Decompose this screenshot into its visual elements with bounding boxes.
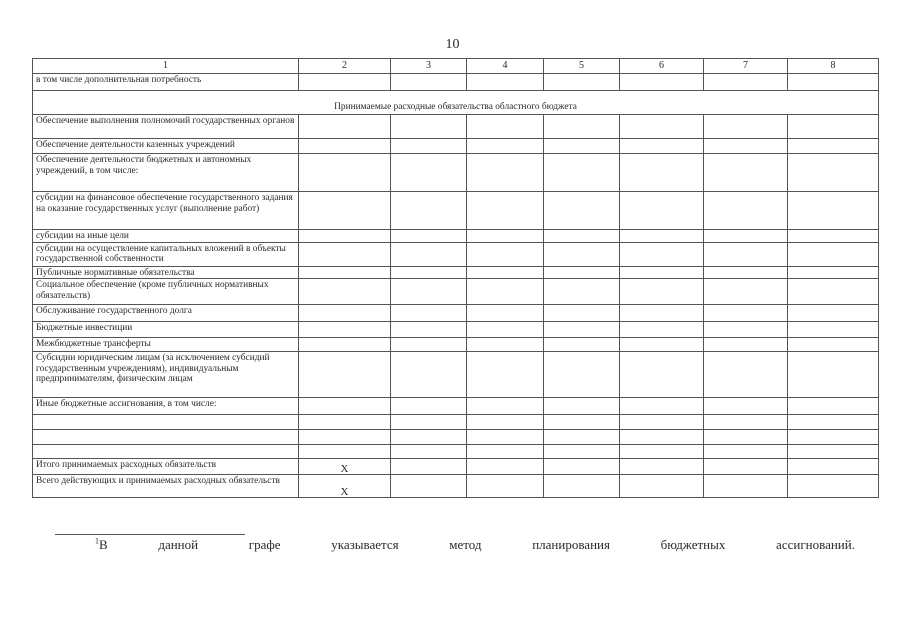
table-cell — [704, 154, 788, 192]
table-cell — [704, 305, 788, 322]
table-cell — [544, 398, 620, 415]
table-cell — [788, 242, 879, 266]
table-cell — [620, 322, 704, 338]
table-row — [33, 115, 879, 139]
table-row — [33, 305, 879, 322]
table-cell — [788, 266, 879, 279]
table-cell — [788, 115, 879, 139]
footnote-word: графе — [248, 537, 281, 552]
table-cell — [544, 266, 620, 279]
table-row — [33, 459, 879, 475]
table-cell — [788, 430, 879, 445]
row-label: субсидии на иные цели — [33, 230, 299, 243]
table-cell — [544, 115, 620, 139]
column-header: 3 — [391, 59, 467, 74]
table-cell — [704, 266, 788, 279]
table-cell — [788, 415, 879, 430]
table-cell — [788, 338, 879, 352]
table-cell — [620, 415, 704, 430]
table-cell — [391, 338, 467, 352]
footnote-word: метод — [449, 537, 482, 552]
table-cell — [391, 115, 467, 139]
row-label: Обеспечение деятельности казенных учреждений — [33, 139, 299, 154]
row-mark — [299, 115, 391, 139]
table-cell — [467, 398, 544, 415]
row-label: Бюджетные инвестиции — [33, 322, 299, 338]
table-cell — [620, 459, 704, 475]
table-cell — [544, 475, 620, 498]
table-row — [33, 445, 879, 459]
table-cell — [544, 154, 620, 192]
row-label: Обслуживание государственного долга — [33, 305, 299, 322]
column-header: 2 — [299, 59, 391, 74]
row-label: Иные бюджетные ассигнования, в том числе: — [33, 398, 299, 415]
table-cell — [467, 338, 544, 352]
row-mark — [299, 338, 391, 352]
row-mark — [299, 430, 391, 445]
table-cell — [299, 74, 391, 91]
table-cell — [788, 230, 879, 243]
row-mark — [299, 242, 391, 266]
row-label — [33, 415, 299, 430]
table-cell — [391, 459, 467, 475]
table-cell — [620, 338, 704, 352]
table-cell — [391, 475, 467, 498]
table-cell — [620, 230, 704, 243]
footnote-word: указывается — [331, 537, 399, 552]
table-row — [33, 322, 879, 338]
table-body — [33, 115, 879, 498]
table-cell — [704, 398, 788, 415]
table-cell — [704, 192, 788, 230]
table-cell — [467, 475, 544, 498]
row-label: Публичные нормативные обязательства — [33, 266, 299, 279]
row-label: Субсидии юридическим лицам (за исключением субсидий государственным учреждениям), индивидуальным предпринимателям, физическим лицам — [33, 352, 299, 398]
table-cell — [704, 475, 788, 498]
table-cell — [467, 266, 544, 279]
table-row — [33, 398, 879, 415]
table-row — [33, 338, 879, 352]
table-cell — [544, 322, 620, 338]
table-cell — [620, 445, 704, 459]
table-cell — [467, 74, 544, 91]
column-header: 6 — [620, 59, 704, 74]
table-row — [33, 415, 879, 430]
row-mark — [299, 230, 391, 243]
table-cell — [467, 430, 544, 445]
row-mark — [299, 398, 391, 415]
table-cell — [620, 279, 704, 305]
table-cell — [391, 74, 467, 91]
table-cell — [391, 242, 467, 266]
table-row — [33, 139, 879, 154]
row-mark — [299, 139, 391, 154]
table-cell — [704, 322, 788, 338]
table-cell — [620, 192, 704, 230]
table-cell — [544, 139, 620, 154]
footnote-marker: 1 — [95, 536, 99, 546]
table-cell — [788, 192, 879, 230]
table-row — [33, 242, 879, 266]
table-cell — [391, 154, 467, 192]
table-cell — [620, 398, 704, 415]
row-mark — [299, 279, 391, 305]
table-cell — [788, 398, 879, 415]
page-number: 10 — [445, 37, 460, 52]
table-cell — [620, 352, 704, 398]
row-label: Всего действующих и принимаемых расходных обязательств — [33, 475, 299, 498]
table-cell — [467, 139, 544, 154]
table-cell — [467, 242, 544, 266]
row-label: субсидии на осуществление капитальных вложений в объекты государственной собственности — [33, 242, 299, 266]
column-header: 5 — [544, 59, 620, 74]
row-mark: X — [299, 475, 391, 498]
footnote-rule — [55, 534, 245, 535]
table-cell — [467, 279, 544, 305]
column-header: 7 — [704, 59, 788, 74]
table-cell — [544, 230, 620, 243]
table-cell — [544, 459, 620, 475]
table-cell — [704, 115, 788, 139]
footnote-word: данной — [158, 537, 199, 552]
table-cell — [788, 305, 879, 322]
table-row — [33, 475, 879, 498]
row-mark — [299, 154, 391, 192]
footnote-word: планирования — [532, 537, 610, 552]
table-cell — [620, 266, 704, 279]
table-cell — [391, 352, 467, 398]
footnote-word: бюджетных — [660, 537, 726, 552]
table-cell — [467, 322, 544, 338]
table-cell — [467, 352, 544, 398]
table-cell — [620, 242, 704, 266]
table-row — [33, 279, 879, 305]
table-cell — [391, 305, 467, 322]
table-cell — [620, 475, 704, 498]
table-cell — [788, 279, 879, 305]
table-cell — [467, 230, 544, 243]
table-cell — [704, 74, 788, 91]
table-cell — [391, 192, 467, 230]
table-cell — [788, 74, 879, 91]
row-label: Итого принимаемых расходных обязательств — [33, 459, 299, 475]
row-label: Межбюджетные трансферты — [33, 338, 299, 352]
table-cell — [788, 352, 879, 398]
table-cell — [620, 115, 704, 139]
row-mark — [299, 192, 391, 230]
row-mark — [299, 445, 391, 459]
table-cell — [620, 139, 704, 154]
table-cell — [467, 192, 544, 230]
table-row — [33, 430, 879, 445]
table-cell — [544, 192, 620, 230]
table-cell — [704, 459, 788, 475]
table-cell — [704, 445, 788, 459]
table-row — [33, 352, 879, 398]
table-row — [33, 230, 879, 243]
column-header: 4 — [467, 59, 544, 74]
table-cell — [544, 305, 620, 322]
table-cell — [704, 338, 788, 352]
table-cell — [788, 459, 879, 475]
row-label: Социальное обеспечение (кроме публичных нормативных обязательств) — [33, 279, 299, 305]
table-cell — [620, 74, 704, 91]
table-cell — [620, 430, 704, 445]
table-cell — [544, 430, 620, 445]
table-cell — [704, 430, 788, 445]
table-cell — [620, 154, 704, 192]
table-cell — [391, 398, 467, 415]
table-cell — [704, 139, 788, 154]
table-cell — [788, 475, 879, 498]
footnote-word: $^1$В — [95, 536, 108, 552]
column-header-row — [33, 59, 879, 74]
row-label: Обеспечение выполнения полномочий государственных органов — [33, 115, 299, 139]
footnote-word: ассигнований. — [776, 537, 855, 552]
table-cell — [704, 279, 788, 305]
row-mark — [299, 415, 391, 430]
table-cell — [544, 242, 620, 266]
table-row — [33, 74, 879, 91]
table-cell — [544, 338, 620, 352]
table-cell — [391, 139, 467, 154]
row-label — [33, 445, 299, 459]
table-row — [33, 192, 879, 230]
table-cell — [788, 322, 879, 338]
table-cell — [544, 445, 620, 459]
row-mark: X — [299, 459, 391, 475]
table-cell — [391, 430, 467, 445]
row-mark — [299, 352, 391, 398]
table-cell — [544, 279, 620, 305]
table-cell — [788, 139, 879, 154]
row-mark — [299, 322, 391, 338]
table-row — [33, 266, 879, 279]
table-cell — [391, 230, 467, 243]
section-title-row — [33, 91, 879, 115]
table-cell — [467, 445, 544, 459]
table-cell — [391, 415, 467, 430]
table-cell — [467, 305, 544, 322]
column-header: 8 — [788, 59, 879, 74]
budget-obligations-table — [32, 58, 879, 498]
table-cell — [704, 230, 788, 243]
table-cell — [391, 266, 467, 279]
row-label: Обеспечение деятельности бюджетных и автономных учреждений, в том числе: — [33, 154, 299, 192]
row-label: в том числе дополнительная потребность — [33, 74, 299, 91]
table-cell — [788, 445, 879, 459]
table-cell — [467, 459, 544, 475]
row-label — [33, 430, 299, 445]
column-header: 1 — [33, 59, 299, 74]
table-cell — [704, 242, 788, 266]
section-title: Принимаемые расходные обязательства областного бюджета — [33, 91, 879, 115]
row-mark — [299, 266, 391, 279]
table-cell — [391, 322, 467, 338]
table-cell — [620, 305, 704, 322]
table-cell — [788, 154, 879, 192]
table-cell — [391, 445, 467, 459]
table-cell — [544, 74, 620, 91]
row-mark — [299, 305, 391, 322]
table-cell — [467, 415, 544, 430]
table-cell — [704, 352, 788, 398]
table-cell — [467, 154, 544, 192]
table-row — [33, 154, 879, 192]
row-label: субсидии на финансовое обеспечение государственного задания на оказание государственных услуг (выполнение работ) — [33, 192, 299, 230]
table-cell — [467, 115, 544, 139]
table-cell — [704, 415, 788, 430]
table-cell — [544, 415, 620, 430]
table-cell — [544, 352, 620, 398]
footnote — [95, 537, 855, 553]
table-cell — [391, 279, 467, 305]
